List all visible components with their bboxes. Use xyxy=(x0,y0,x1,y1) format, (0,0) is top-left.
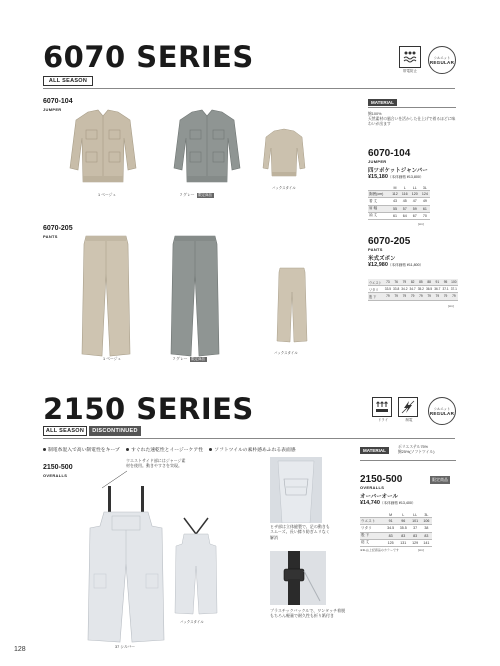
table-cell: 総 丈 xyxy=(360,539,384,546)
table-cell: 141 xyxy=(421,539,432,546)
pants-beige-image xyxy=(80,234,132,358)
table-cell: 83 xyxy=(421,532,432,539)
series-rule-6070 xyxy=(43,88,455,89)
table-cell: 124 xyxy=(420,191,430,198)
jumper-info-code: 6070-104 xyxy=(368,148,411,159)
table-cell: 79 xyxy=(441,293,449,300)
table-cell: 112 xyxy=(390,191,400,198)
table-cell: 83 xyxy=(384,532,397,539)
regular-badge2-top: シルエット xyxy=(433,407,451,411)
table-cell: 82 xyxy=(409,279,417,286)
table-cell: 101 xyxy=(410,518,421,525)
regular-badge-6070 xyxy=(428,46,456,74)
overalls-info-price xyxy=(360,500,415,506)
table-cell: 47 xyxy=(410,198,420,205)
jumper-size-table xyxy=(368,185,430,220)
material-text-2150: ポリエステル75% 綿25%(ソフトツイル) xyxy=(398,445,435,455)
table-cell: 37.1 xyxy=(450,287,457,292)
overalls-info-code: 2150-500 xyxy=(360,474,403,485)
overalls-back-image xyxy=(174,516,218,616)
overalls-price-value: ¥14,740 xyxy=(360,500,380,506)
table-cell: 胸囲(cm) xyxy=(368,191,390,198)
pants-price-tax: （本体価格 ¥11,800） xyxy=(387,263,424,267)
jumper-table-unit: [cm] xyxy=(418,222,424,226)
pants-back-image xyxy=(276,266,308,344)
pants-gray-image xyxy=(169,234,221,358)
pants-info-type: PANTS xyxy=(368,247,383,252)
table-cell: 79 xyxy=(384,293,392,300)
table-cell: ワタリ xyxy=(360,525,384,532)
table-row xyxy=(368,212,430,219)
pants-info-price xyxy=(368,262,423,268)
antistatic-icon-label: 帯電防止 xyxy=(403,69,417,73)
pants-back-caption: バックスタイル xyxy=(274,351,298,355)
jumper-info-price xyxy=(368,174,423,180)
table-cell: 91 xyxy=(433,279,441,286)
overalls-price-tax: （本体価格 ¥13,400） xyxy=(379,501,416,505)
list-item: すぐれた速乾性とイージーケア性 xyxy=(126,448,203,453)
overalls-front-image xyxy=(86,484,166,644)
table-cell: 49 xyxy=(420,198,430,205)
table-row xyxy=(368,286,458,293)
table-cell: 79 xyxy=(433,293,441,300)
table-cell: 95 xyxy=(441,279,449,286)
pants-code-label: 6070-205 xyxy=(43,225,73,232)
pants-price-value: ¥12,980 xyxy=(368,262,388,268)
table-cell: 37.1 xyxy=(442,287,449,292)
table-cell: 35.5 xyxy=(397,525,410,532)
table-row xyxy=(360,539,432,546)
table-cell: 33.5 xyxy=(384,287,392,292)
jumper-color-gray xyxy=(180,193,214,198)
table-cell: 43 xyxy=(390,198,400,205)
table-cell: 33.8 xyxy=(393,287,400,292)
table-row xyxy=(368,191,430,198)
pants-info-name: 米式ズボン xyxy=(368,256,396,262)
table-cell: 67 xyxy=(410,212,420,219)
pants-type-label: PANTS xyxy=(43,234,58,239)
table-cell: 73 xyxy=(384,279,392,286)
jumper-limited-badge: 限定商品 xyxy=(198,193,213,197)
overalls-info-type: OVERALLS xyxy=(360,485,385,490)
jumper-info-name: 四ツポケットジャンパー xyxy=(368,168,428,174)
table-cell: 91 xyxy=(384,518,397,525)
callout-knee: ヒザ部は立体縫製で、足の動きもスムーズ。長い膝り防ぎムリなく解消 xyxy=(270,524,330,540)
regular-badge-main: REGULAR xyxy=(429,60,455,65)
overalls-type-left: OVERALLS xyxy=(43,473,68,478)
table-row xyxy=(368,279,458,286)
jumper-back-caption: バックスタイル xyxy=(272,186,296,190)
material-text-6070: 綿100% 天然素材の風合いを活かした仕上げで着るほどに味わいが出ます xyxy=(368,112,456,127)
table-row xyxy=(368,293,458,300)
jumper-back-image xyxy=(262,128,306,180)
table-cell: 34.7 xyxy=(409,287,416,292)
table-cell: 袖 丈 xyxy=(368,212,390,219)
dry-icon xyxy=(372,397,392,417)
dry-icon-label: ドライ xyxy=(377,418,389,422)
antistatic2-icon-label: 制電 xyxy=(405,418,413,422)
table-cell: 肩 幅 xyxy=(368,205,390,212)
table-cell: ワタリ xyxy=(368,286,384,293)
lightning-icon xyxy=(398,397,418,417)
pants-color-gray xyxy=(173,357,207,362)
material-rule-2150 xyxy=(360,460,456,461)
material-label-6070: MATERIAL xyxy=(368,99,397,106)
table-cell: 120 xyxy=(410,191,420,198)
table-cell: 100 xyxy=(451,280,457,285)
table-cell: 79 xyxy=(400,279,408,286)
table-cell: 38 xyxy=(421,525,432,532)
pants-size-table xyxy=(368,279,458,301)
jumper-info-type: JUMPER xyxy=(368,159,387,164)
table-row xyxy=(368,205,430,212)
series-title-6070: 6070 SERIES xyxy=(43,40,254,74)
regular-badge-top: シルエット xyxy=(433,56,451,60)
season-tag-6070: ALL SEASON xyxy=(43,76,93,86)
pants-table-unit: [cm] xyxy=(448,304,454,308)
table-cell: 3L xyxy=(421,512,432,518)
table-cell: 83 xyxy=(410,532,421,539)
table-cell: 34.2 xyxy=(401,287,408,292)
table-cell: 79 xyxy=(450,293,458,300)
jumper-type-label: JUMPER xyxy=(43,107,62,112)
regular-badge-2150 xyxy=(428,397,456,425)
pants-limited-badge: 限定商品 xyxy=(191,357,206,361)
table-cell: 79 xyxy=(392,293,400,300)
table-cell: 55 xyxy=(390,205,400,212)
jumper-price-tax: （本体価格 ¥13,800） xyxy=(387,175,424,179)
table-cell: 45 xyxy=(400,198,410,205)
jumper-code-label: 6070-104 xyxy=(43,98,73,105)
table-cell: 106 xyxy=(421,518,432,525)
series-title-2150: 2150 SERIES xyxy=(43,392,254,426)
table-cell: 125 xyxy=(384,539,397,546)
table-cell: 59 xyxy=(410,205,420,212)
page-number: 128 xyxy=(14,646,26,653)
overalls-table-unit: [cm] xyxy=(418,548,424,552)
detail-photo-knee xyxy=(270,457,322,523)
table-cell: 36.7 xyxy=(434,287,441,292)
jumper-gray-image xyxy=(172,108,242,188)
table-cell: LL xyxy=(410,512,421,518)
table-cell: 129 xyxy=(410,539,421,546)
pants-info-code: 6070-205 xyxy=(368,236,411,247)
overalls-color-caption: 37 シルバー xyxy=(115,645,136,649)
jumper-price-value: ¥15,180 xyxy=(368,174,388,180)
table-cell: M xyxy=(390,185,400,191)
jumper-color-beige: 1 ベージュ xyxy=(98,193,117,197)
table-cell: L xyxy=(400,185,410,191)
table-cell: 76 xyxy=(392,279,400,286)
table-cell: 34.5 xyxy=(384,525,397,532)
table-cell: 88 xyxy=(425,279,433,286)
material-rule-6070 xyxy=(368,107,456,108)
table-cell: 57 xyxy=(400,205,410,212)
table-cell: 79 xyxy=(425,293,433,300)
table-cell: 3L xyxy=(420,185,430,191)
features-list xyxy=(43,446,296,453)
table-cell: 131 xyxy=(397,539,410,546)
overalls-code-left: 2150-500 xyxy=(43,464,73,471)
jumper-color-gray-text: 7 グレー xyxy=(180,193,195,197)
table-cell: 35.2 xyxy=(417,287,424,292)
season-tag-2150: ALL SEASON xyxy=(43,426,87,436)
detail-photo-buckle xyxy=(270,551,326,605)
overalls-info-name: オーバーオール xyxy=(360,494,399,500)
table-cell: L xyxy=(397,512,410,518)
table-cell: M xyxy=(384,512,397,518)
series-rule-2150 xyxy=(43,438,455,439)
antistatic-icon xyxy=(399,46,421,68)
pants-color-beige: 1 ベージュ xyxy=(103,357,122,361)
overalls-size-table xyxy=(360,512,432,547)
table-cell: LL xyxy=(410,185,420,191)
table-cell: 79 xyxy=(400,293,408,300)
overalls-limited-badge: 限定商品 xyxy=(432,477,448,482)
table-row xyxy=(360,532,432,539)
table-cell: 股 下 xyxy=(360,532,384,539)
pants-color-gray-text: 7 グレー xyxy=(173,357,188,361)
callout-waist: ウエストサイド部にはジャージ素材を使用。動きやすさを実現。 xyxy=(126,458,186,469)
table-cell: ウエスト xyxy=(368,279,384,286)
table-cell: 64 xyxy=(400,212,410,219)
antistatic-icon2-group xyxy=(398,397,420,423)
antistatic-icon-group xyxy=(396,46,424,74)
regular-badge2-main: REGULAR xyxy=(429,411,455,416)
overalls-table-note: ※3Lは上記商品のカラーです xyxy=(360,548,399,552)
table-cell: 股 下 xyxy=(368,293,384,300)
list-item: 制電糸混入で高い制電性をキープ xyxy=(43,448,120,453)
table-cell: 79 xyxy=(417,293,425,300)
table-cell: 61 xyxy=(390,212,400,219)
table-cell: 83 xyxy=(397,532,410,539)
table-cell: ウエスト xyxy=(360,518,384,525)
table-cell: 着 丈 xyxy=(368,198,390,205)
table-cell: 36.5 xyxy=(425,287,433,292)
table-cell: 61 xyxy=(420,205,430,212)
table-cell: 79 xyxy=(409,293,417,300)
table-row xyxy=(368,198,430,205)
table-cell: 85 xyxy=(417,279,425,286)
table-row xyxy=(360,518,432,525)
table-cell: 96 xyxy=(397,518,410,525)
discontinued-tag: DISCONTINUED xyxy=(89,426,141,436)
overalls-back-caption: バックスタイル xyxy=(180,620,204,624)
callout-buckle: プラスチックバックルで、ワンタッチ着脱 もちろん軽量で耐久性も折り紙付き xyxy=(270,608,346,619)
table-cell: 116 xyxy=(400,191,410,198)
material-label-2150: MATERIAL xyxy=(360,447,389,454)
list-item: ソフトツイルの素朴感あふれる表面感 xyxy=(209,448,295,453)
jumper-beige-image xyxy=(68,108,138,188)
table-row xyxy=(360,525,432,532)
table-cell: 70 xyxy=(420,212,430,219)
table-cell: 37 xyxy=(410,525,421,532)
dry-icon-group xyxy=(372,397,394,423)
